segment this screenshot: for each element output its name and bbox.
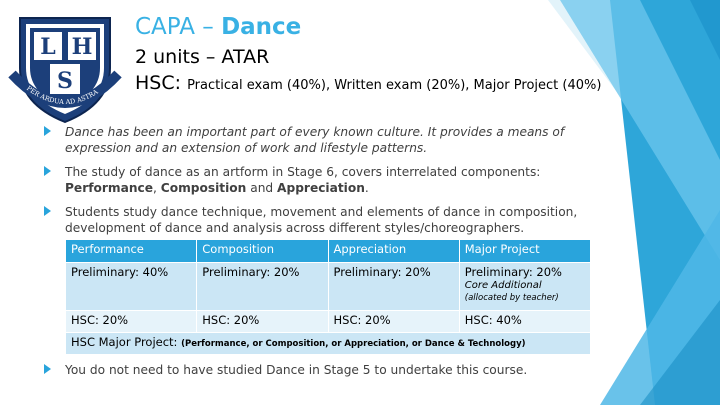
table-cell: HSC: 20% <box>66 311 197 333</box>
bullet-text: Dance has been an important part of every known culture. It provides a means of expression and an extension of work and lifestyle patterns. <box>65 125 565 155</box>
page-title <box>135 13 655 42</box>
list-item <box>44 362 604 378</box>
table-cell <box>459 263 590 311</box>
table-header: Appreciation <box>328 240 459 263</box>
bullet-arrow-icon <box>44 364 51 374</box>
assessment-table <box>65 239 591 355</box>
table-header: Composition <box>197 240 328 263</box>
table-header: Major Project <box>459 240 590 263</box>
bullet-arrow-icon <box>44 206 51 216</box>
table-cell: HSC: 20% <box>328 311 459 333</box>
bullet-text: The study of dance as an artform in Stage 6, covers interrelated components: <box>65 165 541 179</box>
hsc-detail: Practical exam (40%), Written exam (20%), Major Project (40%) <box>187 78 602 93</box>
allocated-note: (allocated by teacher) <box>464 293 559 303</box>
major-project-detail: (Performance, or Composition, or Appreciation, or Dance & Technology) <box>181 339 526 349</box>
list-item <box>44 164 604 196</box>
bullet-list <box>44 124 604 244</box>
title-subject: Dance <box>221 14 302 40</box>
bullet-sep: , <box>153 181 157 195</box>
bullet-text: Students study dance technique, movement and elements of dance in composition, development of dance and analysis across different styles/choreographers. <box>65 205 578 235</box>
table-row <box>66 333 591 355</box>
table-cell: Preliminary: 20% <box>197 263 328 311</box>
table-cell: Preliminary: 40% <box>66 263 197 311</box>
list-item <box>44 124 604 156</box>
subtitle: 2 units – ATAR <box>135 46 270 68</box>
bullet-sep: and <box>250 181 274 195</box>
major-project-label: HSC Major Project: <box>71 335 178 349</box>
crest-letter-l: L <box>40 34 56 60</box>
school-crest-logo <box>4 4 126 126</box>
table-cell: Preliminary: 20% <box>328 263 459 311</box>
crest-letter-h: H <box>71 34 93 60</box>
bullet-arrow-icon <box>44 126 51 136</box>
bullet-bold-performance: Performance <box>65 181 153 195</box>
table-header: Performance <box>66 240 197 263</box>
hsc-label: HSC: <box>135 72 182 94</box>
title-block <box>135 13 655 98</box>
table-cell-text: Preliminary: 20% <box>464 265 562 279</box>
title-prefix: CAPA <box>135 14 195 40</box>
bullet-bold-appreciation: Appreciation <box>277 181 365 195</box>
table-header-row <box>66 240 591 263</box>
bullet-end: . <box>364 181 369 195</box>
table-cell: HSC: 20% <box>197 311 328 333</box>
title-dash: – <box>202 14 214 40</box>
table-cell: HSC: 40% <box>459 311 590 333</box>
bullet-bold-composition: Composition <box>160 181 247 195</box>
hsc-summary <box>135 71 655 98</box>
core-additional-note: Core Additional <box>464 280 542 291</box>
bullet-arrow-icon <box>44 166 51 176</box>
major-project-cell <box>66 333 591 355</box>
bullet-list-end <box>44 362 604 386</box>
list-item <box>44 204 604 236</box>
table-row <box>66 311 591 333</box>
table-row <box>66 263 591 311</box>
bullet-text: You do not need to have studied Dance in Stage 5 to undertake this course. <box>65 363 528 377</box>
crest-letter-s: S <box>57 68 73 94</box>
crest-motto: PER ARDUA AD ASTRA <box>25 84 100 107</box>
